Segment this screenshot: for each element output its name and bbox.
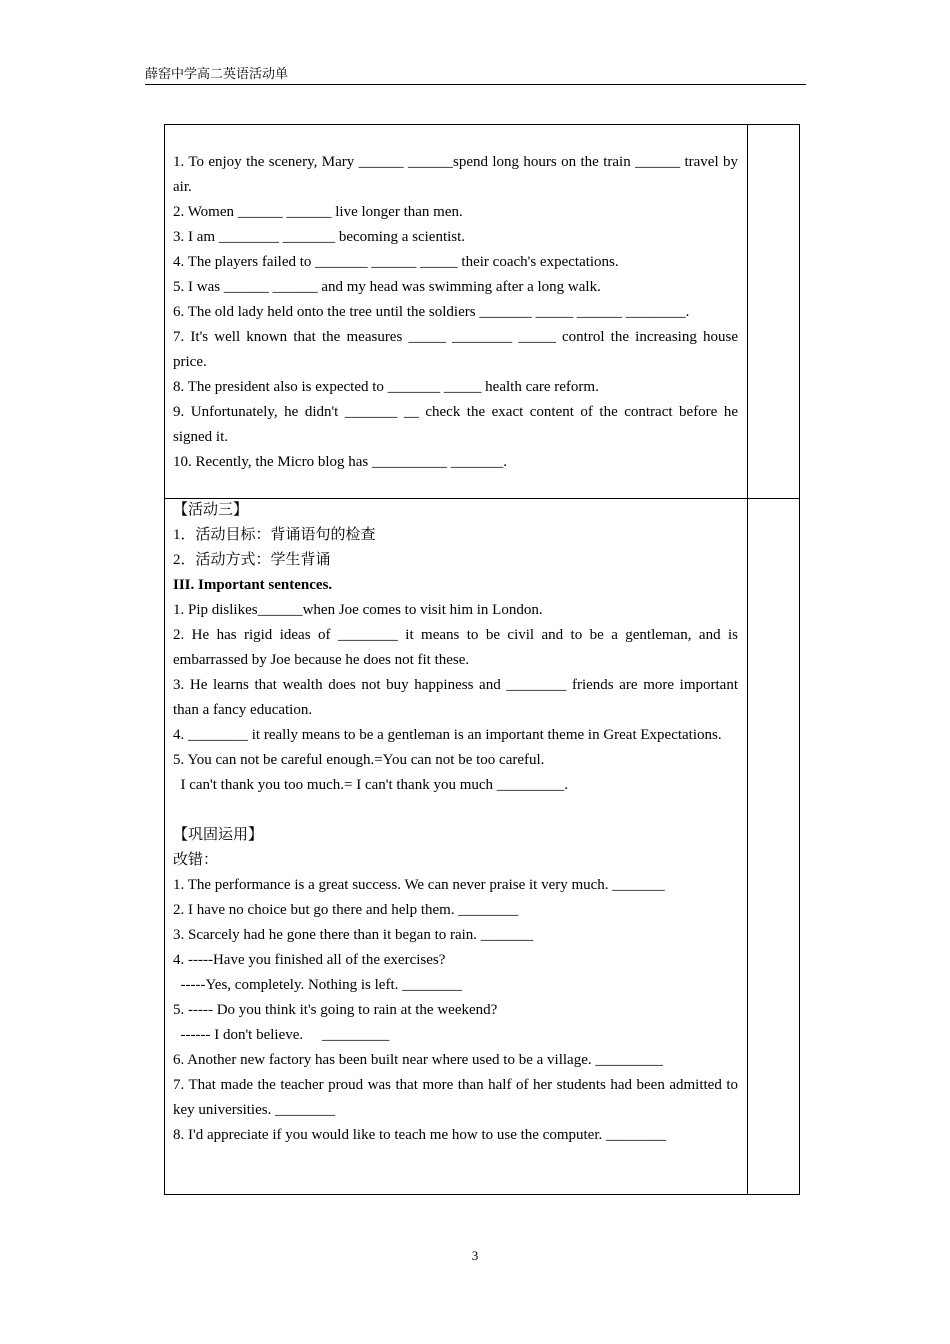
- list-item: I can't thank you too much.= I can't thank you much _________.: [173, 777, 569, 793]
- list-item: 1. The performance is a great success. We can never praise it very much. _______: [173, 877, 665, 893]
- list-item: 7. That made the teacher proud was that more than half of her students had been admitted to key universities. ________: [173, 1077, 738, 1118]
- activity-method: 2．活动方式：学生背诵: [173, 552, 331, 568]
- spacer: [173, 798, 738, 823]
- list-item: 2. He has rigid ideas of ________ it means to be civil and to be a gentleman, and is embarrassed by Joe because he does not fit these.: [173, 627, 738, 668]
- activity-goal: 1．活动目标：背诵语句的检查: [173, 527, 376, 543]
- list-item: 1. Pip dislikes______when Joe comes to visit him in London.: [173, 602, 543, 618]
- list-item: 6. Another new factory has been built near where used to be a village. _________: [173, 1052, 663, 1068]
- list-item: 8. The president also is expected to _______ _____ health care reform.: [173, 379, 599, 395]
- list-item: 3. He learns that wealth does not buy happiness and ________ friends are more important than a fancy education.: [173, 677, 738, 718]
- list-item: 7. It's well known that the measures _____ ________ _____ control the increasing house price.: [173, 329, 738, 370]
- list-item: 5. ----- Do you think it's going to rain at the weekend?: [173, 1002, 498, 1018]
- list-item: ------ I don't believe. _________: [173, 1027, 390, 1043]
- section-title: 【活动三】: [173, 502, 249, 518]
- page-header: [145, 66, 806, 85]
- list-item: 8. I'd appreciate if you would like to teach me how to use the computer. ________: [173, 1127, 666, 1143]
- list-item: 4. ________ it really means to be a gentleman is an important theme in Great Expectations.: [173, 727, 722, 743]
- list-item: 5. I was ______ ______ and my head was swimming after a long walk.: [173, 279, 601, 295]
- section-two-cell: [173, 150, 738, 475]
- list-item: 3. Scarcely had he gone there than it began to rain. _______: [173, 927, 534, 943]
- list-item: 6. The old lady held onto the tree until the soldiers _______ _____ ______ ________.: [173, 304, 690, 320]
- list-item: 1. To enjoy the scenery, Mary ______ ______spend long hours on the train ______ travel by air.: [173, 154, 738, 195]
- worksheet-table: [164, 124, 800, 1195]
- header-title: 薛窑中学高二英语活动单: [145, 66, 289, 81]
- list-item: 10. Recently, the Micro blog has __________ _______.: [173, 454, 507, 470]
- column-divider: [747, 125, 748, 1194]
- consolidation-title: 【巩固运用】: [173, 827, 264, 843]
- list-item: 4. The players failed to _______ ______ _____ their coach's expectations.: [173, 254, 619, 270]
- list-item: 2. Women ______ ______ live longer than men.: [173, 204, 463, 220]
- page-number: 3: [471, 1248, 479, 1263]
- consolidation-subtitle: 改错：: [173, 852, 219, 868]
- list-item: 2. I have no choice but go there and help them. ________: [173, 902, 519, 918]
- list-item: 9. Unfortunately, he didn't _______ __ check the exact content of the contract before he signed it.: [173, 404, 738, 445]
- list-item: 4. -----Have you finished all of the exercises?: [173, 952, 446, 968]
- section-three-cell: [173, 498, 738, 1148]
- section-heading: III. Important sentences.: [173, 577, 333, 593]
- list-item: 3. I am ________ _______ becoming a scientist.: [173, 229, 466, 245]
- list-item: -----Yes, completely. Nothing is left. ________: [173, 977, 463, 993]
- list-item: 5. You can not be careful enough.=You can not be too careful.: [173, 752, 545, 768]
